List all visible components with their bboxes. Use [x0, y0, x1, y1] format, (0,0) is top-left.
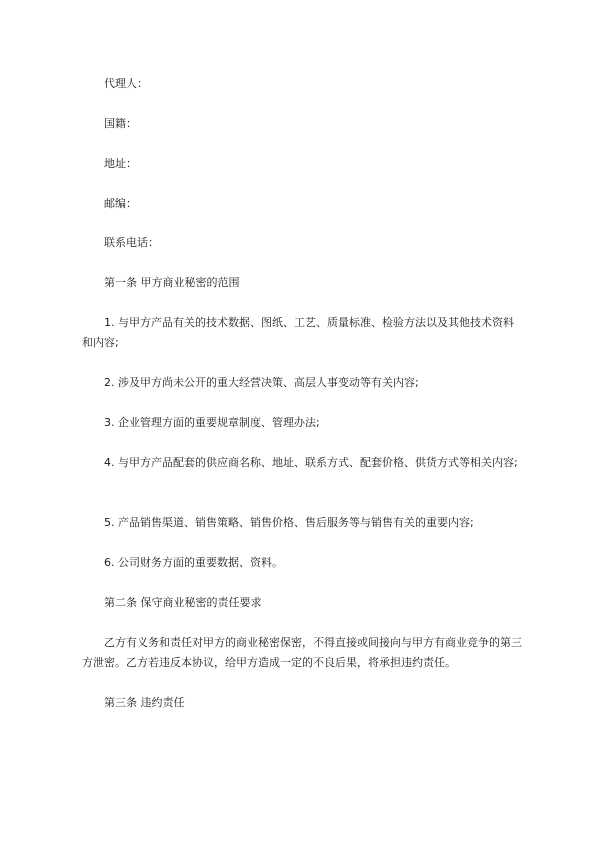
article-1-item-6: 6. 公司财务方面的重要数据、资料。	[104, 556, 283, 569]
field-address: 地址：	[104, 157, 137, 170]
field-phone: 联系电话：	[104, 236, 159, 249]
article-3-heading: 第三条 违约责任	[104, 696, 185, 709]
field-nationality: 国籍：	[104, 117, 137, 130]
article-1-item-5: 5. 产品销售渠道、销售策略、销售价格、售后服务等与销售有关的重要内容;	[104, 516, 474, 529]
field-postcode: 邮编：	[104, 197, 137, 210]
article-2-body: 乙方有义务和责任对甲方的商业秘密保密，不得直接或间接向与甲方有商业竞争的第三方泄密。乙方若违反本协议，给甲方造成一定的不良后果，将承担违约责任。	[82, 636, 522, 669]
article-1-item-2: 2. 涉及甲方尚未公开的重大经营决策、高层人事变动等有关内容;	[104, 376, 419, 389]
article-1-item-4: 4. 与甲方产品配套的供应商名称、地址、联系方式、配套价格、供货方式等相关内容;	[104, 456, 518, 469]
article-1-item-3: 3. 企业管理方面的重要规章制度、管理办法;	[104, 416, 320, 429]
field-agent: 代理人：	[104, 77, 148, 90]
article-1-item-1: 1. 与甲方产品有关的技术数据、图纸、工艺、质量标准、检验方法以及其他技术资料和内容;	[82, 316, 514, 349]
article-2-heading: 第二条 保守商业秘密的责任要求	[104, 596, 262, 609]
article-1-heading: 第一条 甲方商业秘密的范围	[104, 276, 240, 289]
